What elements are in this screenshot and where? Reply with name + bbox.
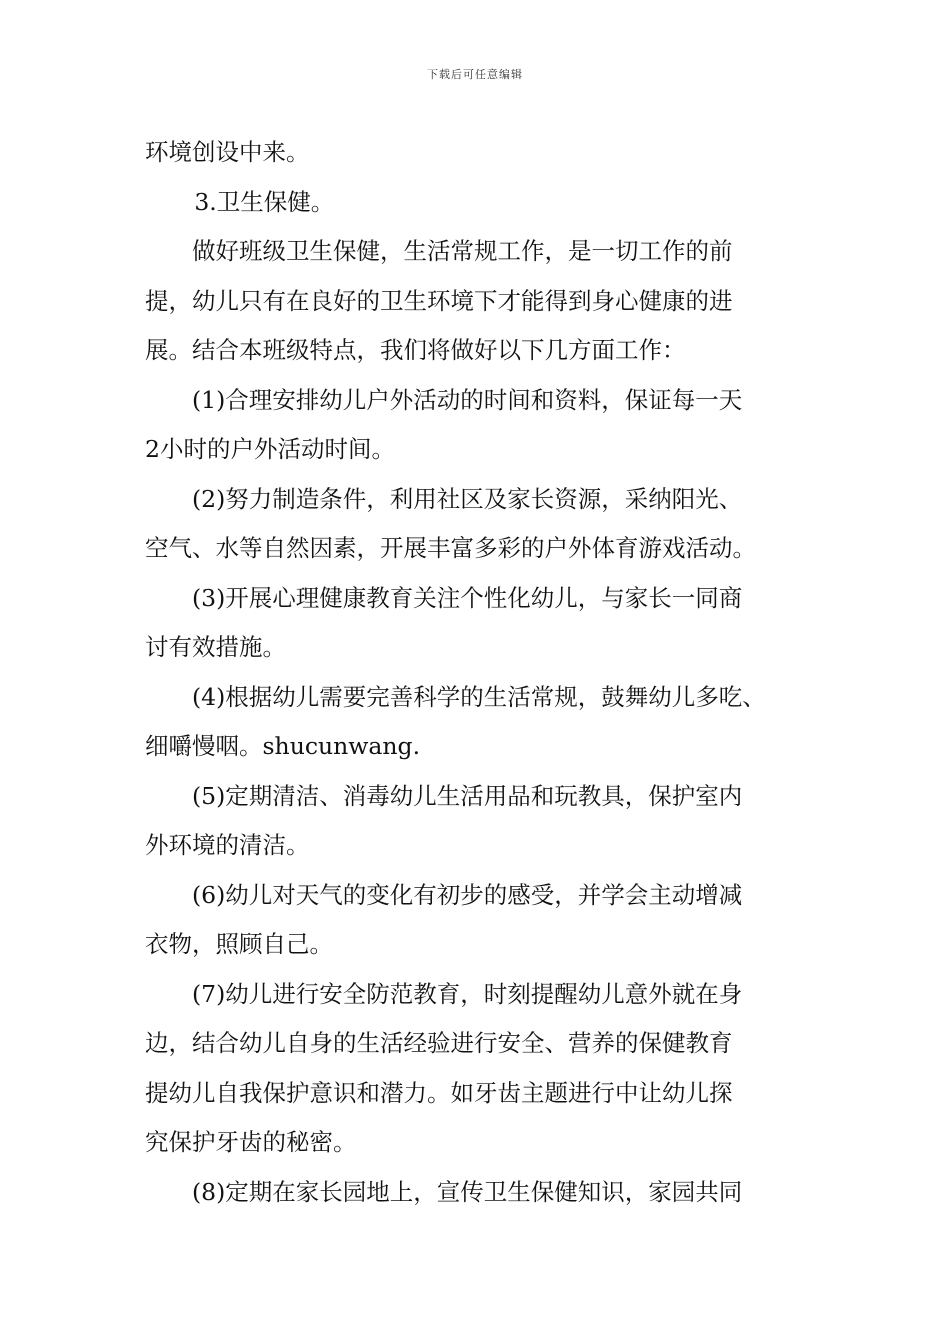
paragraph-continuation xyxy=(145,128,810,178)
list-item-2 xyxy=(145,475,810,574)
list-item-8 xyxy=(145,1168,810,1218)
page-header: 下载后可任意编辑 xyxy=(427,68,523,81)
text-line: 外环境的清洁。 xyxy=(145,831,310,859)
list-item-5 xyxy=(145,772,810,871)
text-line: (4)根据幼儿需要完善科学的生活常规，鼓舞幼儿多吃、 xyxy=(192,682,766,711)
text-line: (1)合理安排幼儿户外活动的时间和资料，保证每一天 xyxy=(192,385,743,414)
text-line: (5)定期清洁、消毒幼儿生活用品和玩教具，保护室内 xyxy=(192,781,743,810)
text-line: 3.卫生保健。 xyxy=(194,187,335,216)
text-line: 展。结合本班级特点，我们将做好以下几方面工作： xyxy=(145,336,686,364)
text-line: (8)定期在家长园地上，宣传卫生保健知识，家园共同 xyxy=(192,1177,743,1206)
text-line: (7)幼儿进行安全防范教育，时刻提醒幼儿意外就在身 xyxy=(192,979,743,1008)
list-item-1 xyxy=(145,376,810,475)
document-body xyxy=(145,128,810,1217)
text-line: (6)幼儿对天气的变化有初步的感受，并学会主动增减 xyxy=(192,880,743,909)
text-line: 提幼儿自我保护意识和潜力。如牙齿主题进行中让幼儿探 xyxy=(145,1078,733,1107)
text-line: 衣物，照顾自己。 xyxy=(145,930,333,958)
list-item-6 xyxy=(145,871,810,970)
text-line: 空气、水等自然因素，开展丰富多彩的户外体育游戏活动。 xyxy=(145,534,756,562)
text-line: 做好班级卫生保健，生活常规工作，是一切工作的前 xyxy=(192,237,733,265)
list-item-4 xyxy=(145,673,810,772)
text-line: 讨有效措施。 xyxy=(145,633,286,661)
text-line: 边，结合幼儿自身的生活经验进行安全、营养的保健教育 xyxy=(145,1029,733,1057)
text-line: (2)努力制造条件，利用社区及家长资源，采纳阳光、 xyxy=(192,484,743,513)
text-line: 环境创设中来。 xyxy=(145,138,310,166)
text-line: 提，幼儿只有在良好的卫生环境下才能得到身心健康的进 xyxy=(145,286,733,315)
text-line: 究保护牙齿的秘密。 xyxy=(145,1128,357,1156)
paragraph-intro xyxy=(145,227,810,376)
section-heading xyxy=(145,178,810,228)
text-line: 细嚼慢咽。shucunwang. xyxy=(145,732,421,760)
list-item-3 xyxy=(145,574,810,673)
list-item-7 xyxy=(145,970,810,1168)
text-line: 2小时的户外活动时间。 xyxy=(145,435,395,463)
text-line: (3)开展心理健康教育关注个性化幼儿，与家长一同商 xyxy=(192,583,743,612)
